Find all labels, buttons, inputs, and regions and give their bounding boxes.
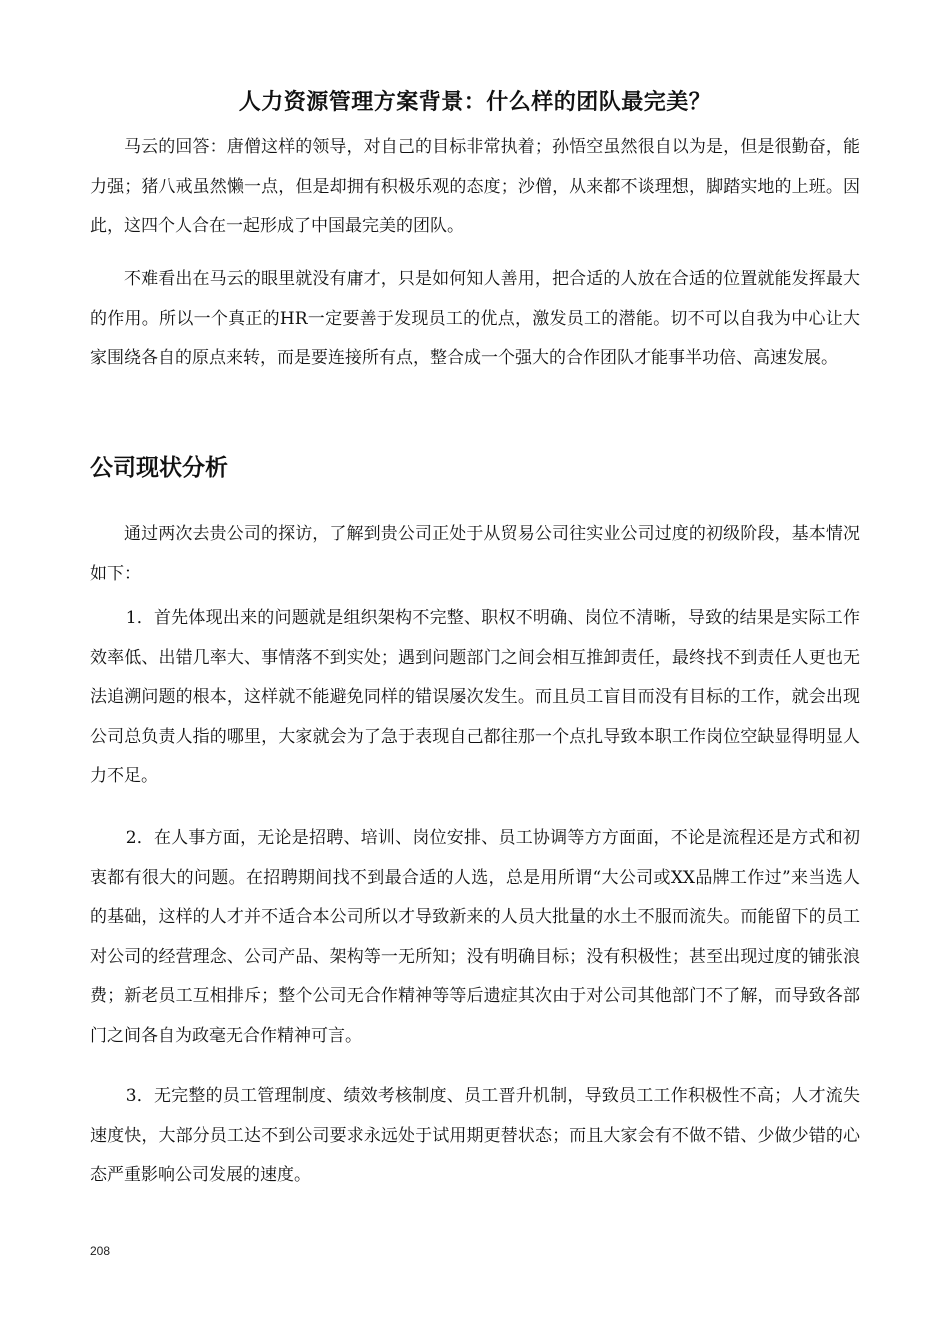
page-title: 人力资源管理方案背景：什么样的团队最完美？ — [238, 90, 712, 115]
intro-paragraph-2: 不难看出在马云的眼里就没有庸才，只是如何知人善用，把合适的人放在合适的位置就能发挥最大的作用。所以一个真正的HR一定要善于发现员工的优点，激发员工的潜能。切不可以自我为中心让大家围绕各自的原点来转，而是要连接所有点，整合成一个强大的合作团队才能事半功倍、高速发展。 — [90, 269, 860, 368]
list-item-3: 3．无完整的员工管理制度、绩效考核制度、员工晋升机制，导致员工工作积极性不高；人才流失速度快，大部分员工达不到公司要求永远处于试用期更替状态；而且大家会有不做不错、少做少错的心态严重影响公司发展的速度。 — [90, 1086, 860, 1185]
list-item-1: 1．首先体现出来的问题就是组织架构不完整、职权不明确、岗位不清晰，导致的结果是实际工作效率低、出错几率大、事情落不到实处；遇到问题部门之间会相互推卸责任，最终找不到责任人更也无法追溯问题的根本，这样就不能避免同样的错误屡次发生。而且员工盲目而没有目标的工作，就会出现公司总负责人指的哪里，大家就会为了急于表现自己都往那一个点扎导致本职工作岗位空缺显得明显人力不足。 — [90, 608, 860, 786]
page-number: 208 — [90, 1244, 111, 1258]
list-item-2: 2．在人事方面，无论是招聘、培训、岗位安排、员工协调等方方面面，不论是流程还是方式和初衷都有很大的问题。在招聘期间找不到最合适的人选，总是用所谓“大公司或XX品牌工作过”来当选人的基础，这样的人才并不适合本公司所以才导致新来的人员大批量的水土不服而流失。而能留下的员工对公司的经营理念、公司产品、架构等一无所知；没有明确目标；没有积极性；甚至出现过度的铺张浪费；新老员工互相排斥；整个公司无合作精神等等后遗症其次由于对公司其他部门不了解，而导致各部门之间各自为政毫无合作精神可言。 — [90, 828, 860, 1046]
intro-paragraph-1: 马云的回答：唐僧这样的领导，对自己的目标非常执着；孙悟空虽然很自以为是，但是很勤奋，能力强；猪八戒虽然懒一点，但是却拥有积极乐观的态度；沙僧，从来都不谈理想，脚踏实地的上班。因此，这四个人合在一起形成了中国最完美的团队。 — [90, 137, 860, 236]
section-lead-paragraph: 通过两次去贵公司的探访，了解到贵公司正处于从贸易公司往实业公司过度的初级阶段，基本情况如下： — [90, 524, 860, 584]
section-heading: 公司现状分析 — [90, 455, 228, 481]
